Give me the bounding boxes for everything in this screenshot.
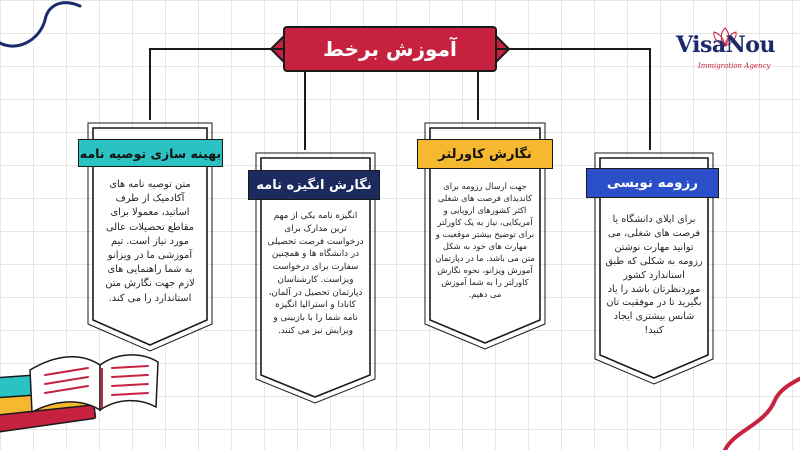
logo-wordmark: VisaNou bbox=[676, 32, 775, 58]
card-recommendation-text: متن توصیه نامه های آکادمیک از طرف اساتید، معمولا برای مقاطع تحصیلات عالی مورد نیاز است. تیم آموزشی ما در ویزانو به شما راهنمایی های لازم جهت نگارش متن استاندارد را می کند. bbox=[105, 179, 195, 304]
card-motivation-text: انگیزه نامه یکی از مهم ترین مدارک برای درخواست فرصت تحصیلی در دانشگاه ها و همچنین سفارت برای درخواست ویزاست. کارشناسان دپارتمان تحصیل در آلمان، کانادا و استرالیا انگیزه نامه شما را با بازبینی و ویرایش نیز می کنند. bbox=[267, 211, 364, 336]
label-motivation: نگارش انگیزه نامه bbox=[248, 170, 380, 200]
card-resume-text: برای اپلای دانشگاه یا فرصت های شغلی، می توانید مهارت نوشتن رزومه به شکلی که طبق استاندارد کشور موردنظرتان باشد را یاد بگیرید تا در موفقیت تان شانس بیشتری ایجاد کنید! bbox=[605, 214, 703, 337]
label-recommendation: بهینه سازی توصیه نامه bbox=[78, 139, 223, 167]
brand-logo bbox=[676, 28, 794, 78]
title-banner bbox=[283, 26, 497, 72]
label-cover-letter: نگارش کاورلتر bbox=[417, 139, 553, 169]
swirl-bottom-right bbox=[725, 372, 800, 450]
books-icon bbox=[0, 355, 158, 433]
swirl-top-left bbox=[0, 3, 80, 46]
page-title: آموزش برخط bbox=[323, 37, 457, 61]
label-resume: رزومه نویسی bbox=[586, 168, 719, 198]
logo-tagline: Immigration Agency bbox=[698, 62, 771, 70]
card-cover-letter-text: جهت ارسال رزومه برای کاندیدای فرصت های شغلی اکثر کشورهای اروپایی و آمریکایی، نیاز به یک کاورلتر برای توضیح بیشتر موقعیت و مهارت های خود به شکل متن می باشد. ما در دپارتمان آموزش ویزانو، نحوه نگارش کاورلتر را به شما آموزش می دهیم. bbox=[435, 181, 535, 300]
